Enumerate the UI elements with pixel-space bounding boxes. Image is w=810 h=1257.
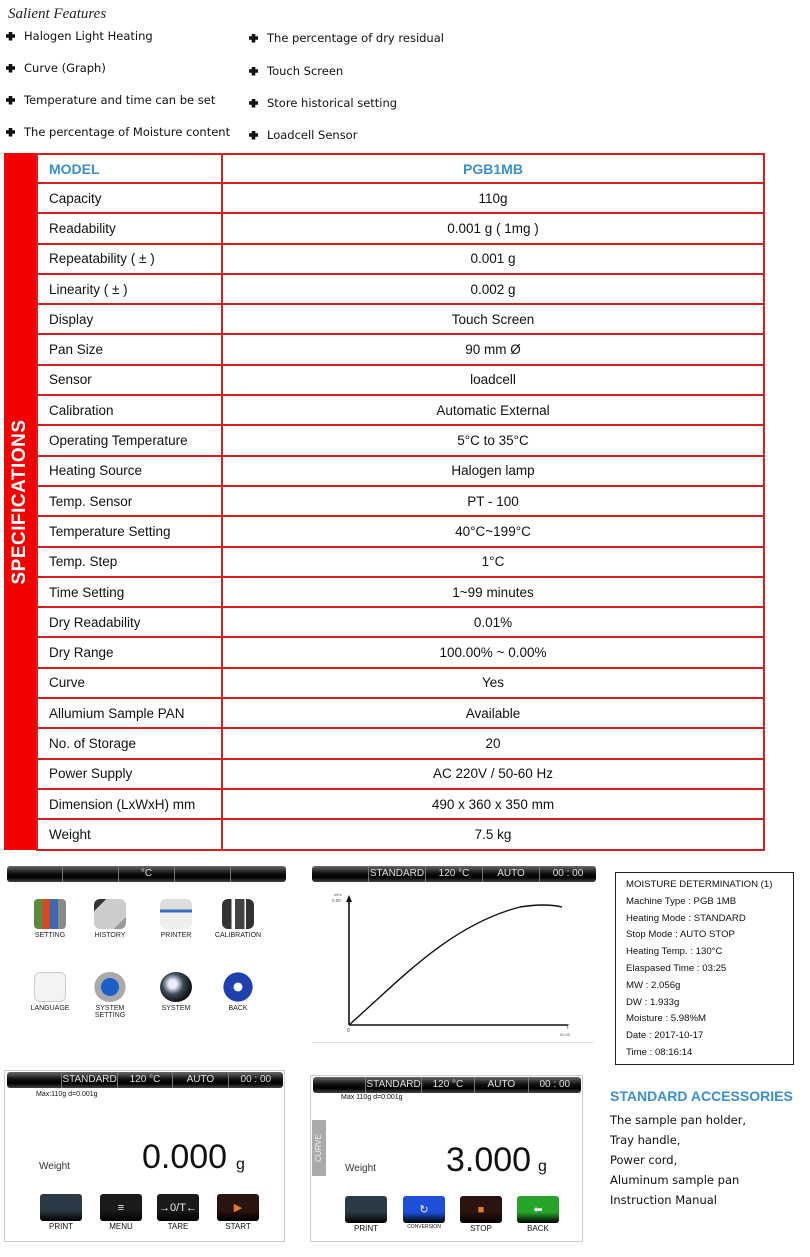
spec-row [37, 304, 764, 334]
model-value: PGB1MB [222, 154, 764, 183]
menu-item-label: CALIBRATION [214, 932, 262, 939]
spec-value: 1~99 minutes [222, 577, 764, 607]
spec-label: Sensor [37, 365, 222, 395]
spec-value: AC 220V / 50-60 Hz [222, 759, 764, 789]
status-cell: 00 : 00 [552, 868, 584, 879]
back-button-icon: ⬅ [517, 1196, 559, 1223]
feature-item [249, 96, 397, 110]
status-cell [7, 866, 63, 882]
menu-item-label: LANGUAGE [30, 1005, 70, 1012]
spec-label: Pan Size [37, 334, 222, 364]
report-line: Date : 2017-10-17 [626, 1030, 704, 1042]
start-button-icon: ▶ [217, 1194, 259, 1221]
feature-text: The percentage of Moisture content [24, 125, 231, 139]
spec-label: Dimension (LxWxH) mm [37, 789, 222, 819]
menu-item-label: SYSTEM SETTING [94, 1005, 126, 1019]
back-icon [222, 972, 254, 1002]
spec-label: Capacity [37, 183, 222, 213]
feature-text: The percentage of dry residual [267, 31, 444, 45]
spec-value: 0.002 g [222, 274, 764, 304]
print-button-icon [345, 1196, 387, 1223]
stop-button-icon: ■ [460, 1196, 502, 1223]
weigh-2-status-bar [313, 1077, 581, 1093]
report-line: MOISTURE DETERMINATION (1) [626, 879, 773, 890]
curve-screen-bottom-edge [312, 1042, 594, 1043]
spec-label: Dry Readability [37, 607, 222, 637]
bullet-icon [249, 99, 258, 108]
spec-row [37, 728, 764, 758]
feature-text: Touch Screen [267, 64, 344, 78]
spec-row [37, 607, 764, 637]
menu-item-printer[interactable] [146, 899, 206, 939]
spec-label: Heating Source [37, 456, 222, 486]
feature-item [6, 61, 106, 75]
menu-item-back[interactable] [208, 972, 268, 1012]
stop-button-label: STOP [470, 1224, 492, 1233]
bullet-icon [6, 64, 15, 73]
history-icon [94, 899, 126, 929]
spec-row [37, 395, 764, 425]
feature-item [6, 93, 215, 107]
globe-icon [160, 972, 192, 1002]
bullet-icon [6, 96, 15, 105]
spec-row [37, 759, 764, 789]
menu-item-system-setting[interactable] [80, 972, 140, 1019]
report-line: Elaspased Time : 03:25 [626, 962, 727, 974]
spec-row [37, 516, 764, 546]
spec-value: 0.01% [222, 607, 764, 637]
feature-text: Curve (Graph) [24, 61, 106, 75]
menu-item-history[interactable] [80, 899, 140, 939]
weigh-2-weight-value: 3.000 [446, 1141, 532, 1179]
accessory-item: Power cord, [610, 1153, 678, 1167]
status-cell [312, 866, 369, 882]
conversion-button-label: CONVERSION [407, 1224, 441, 1230]
weights-icon [222, 899, 254, 929]
spec-value: loadcell [222, 365, 764, 395]
spec-row [37, 486, 764, 516]
status-cell: 120 °C [426, 866, 483, 882]
x-axis-label: T [566, 1025, 570, 1031]
spec-row [37, 456, 764, 486]
status-cell: 00 : 00 [539, 1079, 571, 1090]
bullet-icon [249, 67, 258, 76]
spec-row [37, 183, 764, 213]
conversion-button[interactable] [403, 1196, 445, 1230]
system-gear-icon [94, 972, 126, 1002]
spec-value: Touch Screen [222, 304, 764, 334]
spec-value: 1°C [222, 547, 764, 577]
spec-value: 490 x 360 x 350 mm [222, 789, 764, 819]
test-tubes-icon [34, 899, 66, 929]
menu-item-calibration[interactable] [208, 899, 268, 939]
start-button-label: START [225, 1222, 251, 1231]
menu-button[interactable] [100, 1194, 142, 1231]
model-label: MODEL [37, 154, 222, 183]
bullet-icon [249, 131, 258, 140]
spec-value: 100.00% ~ 0.00% [222, 637, 764, 667]
spec-label: Curve [37, 668, 222, 698]
moisture-curve-chart [310, 885, 600, 1045]
accessory-item: Tray handle, [610, 1133, 681, 1147]
status-cell: AUTO [475, 1077, 528, 1093]
conversion-button-icon: ↻ [403, 1196, 445, 1223]
spec-label: Power Supply [37, 759, 222, 789]
menu-item-label: HISTORY [94, 932, 126, 939]
printer-icon [160, 899, 192, 929]
curve-status-bar [312, 866, 596, 882]
report-line: Machine Type : PGB 1MB [626, 895, 737, 907]
weigh-2-weight-label: Weight [345, 1163, 376, 1174]
spec-label: Weight [37, 819, 222, 849]
spec-label: Temperature Setting [37, 516, 222, 546]
spec-value: 0.001 g [222, 244, 764, 274]
moisture-curve-line [349, 905, 562, 1025]
spec-row [37, 698, 764, 728]
feature-text: Store historical setting [267, 96, 398, 110]
status-cell [175, 866, 231, 882]
spec-label: Operating Temperature [37, 425, 222, 455]
spec-label: Linearity ( ± ) [37, 274, 222, 304]
stop-button[interactable] [460, 1196, 502, 1233]
spec-row [37, 244, 764, 274]
status-cell [231, 866, 286, 882]
spec-row [37, 789, 764, 819]
status-cell: 120 °C [422, 1077, 475, 1093]
status-cell: 120 °C [118, 1072, 173, 1088]
feature-item [249, 64, 343, 78]
spec-row [37, 637, 764, 667]
menu-button-icon: ≡ [100, 1194, 142, 1221]
spec-value: 110g [222, 183, 764, 213]
accessory-item: Aluminum sample pan [610, 1173, 740, 1187]
spec-row [37, 547, 764, 577]
spec-value: 20 [222, 728, 764, 758]
weigh-1-status-bar [7, 1072, 283, 1088]
spec-label: No. of Storage [37, 728, 222, 758]
table-header-row [37, 154, 764, 183]
spec-row [37, 213, 764, 243]
accessories-title: STANDARD ACCESSORIES [610, 1088, 793, 1104]
spec-label: Temp. Step [37, 547, 222, 577]
feature-item [6, 125, 230, 139]
menu-button-label: MENU [109, 1222, 133, 1231]
status-cell: AUTO [483, 866, 540, 882]
weigh-1-weight-value: 0.000 [142, 1138, 228, 1176]
spec-value: Yes [222, 668, 764, 698]
report-line: MW : 2.056g [626, 979, 681, 991]
spec-row [37, 365, 764, 395]
report-line: Moisture : 5.98%M [626, 1013, 706, 1025]
weigh-2-unit: g [538, 1158, 547, 1175]
spec-value: 0.001 g ( 1mg ) [222, 213, 764, 243]
back-button-label: BACK [527, 1224, 549, 1233]
spec-label: Readability [37, 213, 222, 243]
spec-label: Time Setting [37, 577, 222, 607]
start-button[interactable] [217, 1194, 259, 1231]
spec-label: Allumium Sample PAN [37, 698, 222, 728]
spec-label: Calibration [37, 395, 222, 425]
report-line: Heating Mode : STANDARD [626, 912, 746, 924]
menu-item-system[interactable] [146, 972, 206, 1012]
report-line: Heating Temp. : 130°C [626, 946, 723, 958]
bullet-icon [249, 34, 258, 43]
language-icon [34, 972, 66, 1002]
spec-value: 5°C to 35°C [222, 425, 764, 455]
accessory-item: The sample pan holder, [610, 1113, 747, 1127]
feature-text: Temperature and time can be set [24, 93, 216, 107]
feature-item [249, 31, 444, 45]
spec-row [37, 425, 764, 455]
feature-text: Loadcell Sensor [267, 128, 358, 142]
print-button-label: PRINT [49, 1222, 73, 1231]
status-cell: AUTO [173, 1072, 228, 1088]
menu-item-setting[interactable] [20, 899, 80, 939]
spec-value: Automatic External [222, 395, 764, 425]
spec-row [37, 577, 764, 607]
spec-label: Temp. Sensor [37, 486, 222, 516]
spec-label: Repeatability ( ± ) [37, 244, 222, 274]
spec-value: 7.5 kg [222, 819, 764, 849]
spec-row [37, 334, 764, 364]
accessory-item: Instruction Manual [610, 1193, 717, 1207]
spec-label: Display [37, 304, 222, 334]
print-button[interactable] [345, 1196, 387, 1233]
weigh-1-weight-label: Weight [39, 1161, 70, 1172]
weigh-2-max-info: Max 110g d=0.001g [341, 1094, 403, 1101]
status-cell: STANDARD [366, 1077, 421, 1093]
tare-button-label: TARE [167, 1222, 189, 1231]
menu-status-bar [7, 866, 286, 882]
y-axis-arrow [346, 895, 352, 902]
feature-item [249, 128, 357, 142]
spec-value: Halogen lamp [222, 456, 764, 486]
spec-value: 40°C~199°C [222, 516, 764, 546]
status-cell [63, 866, 119, 882]
x-end-label: 00.00 [560, 1032, 571, 1037]
spec-label: Dry Range [37, 637, 222, 667]
spec-value: PT - 100 [222, 486, 764, 516]
menu-item-label: BACK [228, 1005, 248, 1012]
y-top-label: 0.00 [332, 898, 341, 903]
report-line: DW : 1.933g [626, 996, 680, 1008]
bullet-icon [6, 32, 15, 41]
spec-value: 90 mm Ø [222, 334, 764, 364]
print-button-label: PRINT [354, 1224, 378, 1233]
spec-row [37, 819, 764, 849]
spec-value: Available [222, 698, 764, 728]
menu-item-language[interactable] [20, 972, 80, 1012]
print-button-icon [40, 1194, 82, 1221]
report-line: Time : 08:16:14 [626, 1046, 693, 1058]
spec-row [37, 274, 764, 304]
feature-text: Halogen Light Heating [24, 29, 153, 43]
specifications-band [4, 153, 36, 850]
weigh-1-max-info: Max:110g d=0.001g [36, 1091, 98, 1098]
feature-item [6, 29, 153, 43]
tare-button-icon: →0/T← [157, 1194, 199, 1221]
menu-item-label: SYSTEM [161, 1005, 191, 1012]
back-button[interactable] [517, 1196, 559, 1233]
weigh-1-unit: g [236, 1156, 245, 1173]
status-cell [7, 1072, 62, 1088]
status-cell [313, 1077, 366, 1093]
spec-row [37, 668, 764, 698]
origin-label: 0 [347, 1028, 350, 1034]
status-cell: °C [119, 866, 175, 882]
bullet-icon [6, 128, 15, 137]
menu-item-label: SETTING [34, 932, 66, 939]
moisture-report [615, 872, 794, 1065]
print-button[interactable] [40, 1194, 82, 1231]
report-line: Stop Mode : AUTO STOP [626, 929, 735, 941]
specifications-table [36, 153, 765, 851]
status-cell: STANDARD [62, 1072, 117, 1088]
menu-item-label: PRINTER [160, 932, 192, 939]
tare-button[interactable] [157, 1194, 199, 1231]
y-unit-label: wt% [334, 892, 342, 897]
status-cell: STANDARD [369, 866, 426, 882]
specifications-label: SPECIFICATIONS [9, 419, 30, 584]
curve-side-tab[interactable]: CURVE [312, 1120, 326, 1176]
status-cell: 00 : 00 [240, 1074, 272, 1085]
salient-features-title: Salient Features [8, 6, 107, 22]
